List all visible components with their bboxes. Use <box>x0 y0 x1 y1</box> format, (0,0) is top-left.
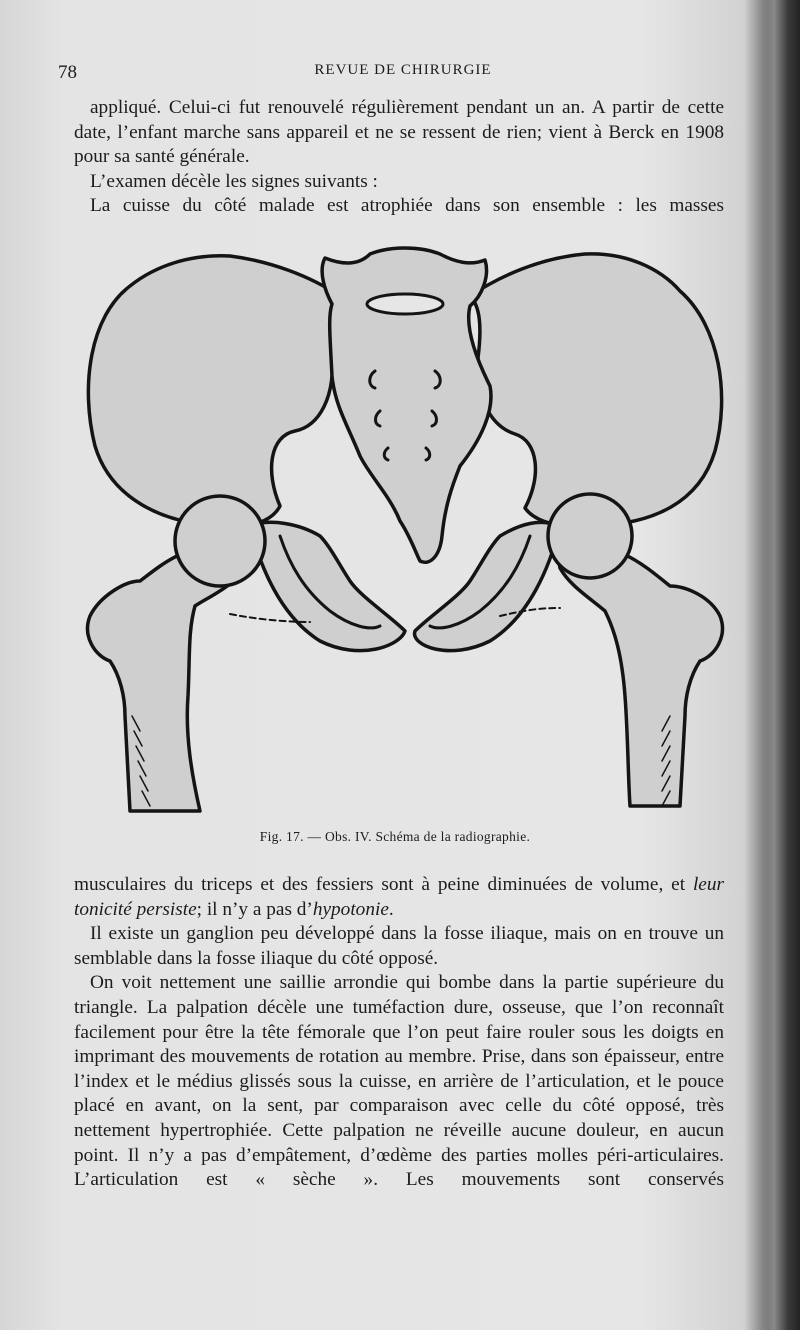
text-block-top <box>74 96 724 219</box>
left-ilium <box>88 256 340 526</box>
text-run: musculaires du triceps et des fessiers sont à peine diminuées de volume, et <box>74 874 693 895</box>
paragraph-continued: appliqué. Celui-ci fut renouvelé régulièrement pendant un an. A partir de cette date, l’enfant marche sans appareil et ne se ressent de rien; vient à Berck en 1908 pour sa santé générale. <box>74 97 724 168</box>
running-head <box>58 60 738 84</box>
pelvis-radiograph-schema <box>70 236 740 826</box>
italic-text: leur tonicité persiste <box>74 874 724 920</box>
right-femoral-head <box>548 494 632 578</box>
italic-text: hypotonie <box>312 898 389 920</box>
paragraph-examen: L’examen décèle les signes suivants : <box>90 170 378 192</box>
paragraph-ganglion: Il existe un ganglion peu développé dans la fosse iliaque, mais on en trouve un semblable dans la fosse iliaque du côté opposé. <box>74 923 724 969</box>
journal-title: REVUE DE CHIRURGIE <box>314 62 492 78</box>
right-ilium <box>470 254 722 526</box>
paragraph-musculaires <box>74 873 724 922</box>
figure-caption: Fig. 17. — Obs. IV. Schéma de la radiographie. <box>259 829 531 844</box>
text-run: . <box>388 898 394 920</box>
paragraph-saillie: On voit nettement une saillie arrondie qui bombe dans la partie supérieure du triangle. La palpation décèle une tuméfaction dure, osseuse, que l’on reconnaît facilement pour être la tête fémorale que l’on peut faire rouler sous les doigts en imprimant des mouvements de rotation au membre. Prise, dans son épaisseur, entre l’index et le médius glissés sous la cuisse, en arrière de l’articulation, et le pouce placé en avant, on la sent, par comparaison avec celle du côté opposé, très nettement hypertrophiée. Cette palpation ne réveille aucune douleur, en aucun point. Il n’y a pas d’empâtement, d’œdème des parties molles péri-articulaires. L’articulation est « sèche ». Les mouvements sont conservés <box>74 972 724 1191</box>
right-femur <box>559 543 723 806</box>
pelvis-figure <box>70 236 740 826</box>
paragraph-cuisse: La cuisse du côté malade est atrophiée dans son ensemble : les masses <box>90 195 724 217</box>
left-femoral-head <box>175 496 265 586</box>
left-pubic-ring <box>250 522 405 650</box>
book-gutter-shadow <box>760 0 800 1330</box>
text-run: ; il n’y a pas d’ <box>196 898 313 920</box>
page-number: 78 <box>58 62 77 83</box>
text-block-bottom <box>74 873 724 1193</box>
